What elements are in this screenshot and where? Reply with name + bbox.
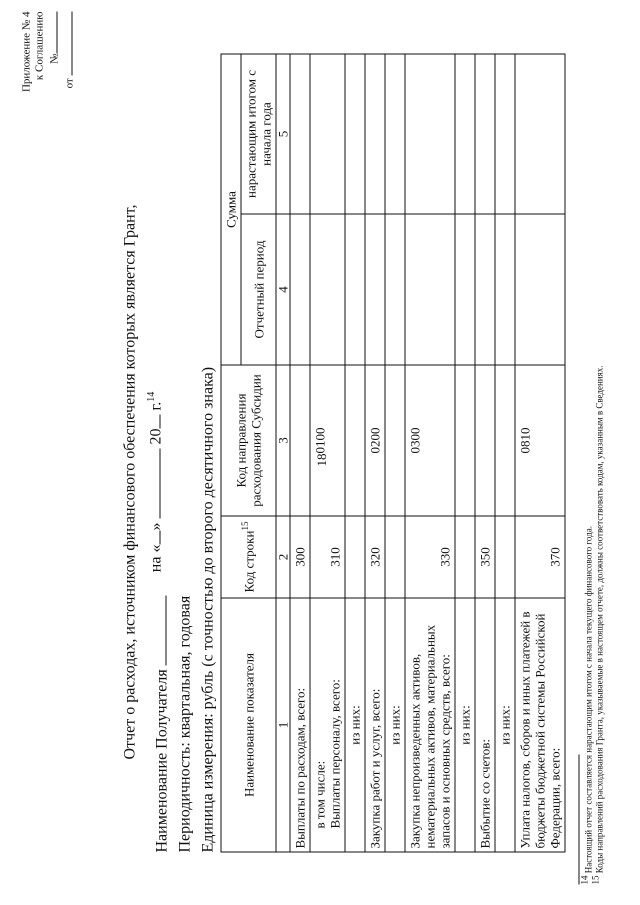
row-direction — [455, 365, 475, 516]
date-year-suffix: г. — [147, 401, 164, 411]
expense-report-table — [220, 54, 565, 853]
row-name: Выбытие со счетов: — [475, 598, 495, 852]
table-row-310-sub — [345, 54, 365, 852]
row-code: 330 — [405, 516, 455, 598]
footnote-15-text: Коды направлений расходования Гранта, указываемые в настоящем отчете, должны соответствовать кодам, указанным в Сведениях. — [594, 365, 604, 874]
header-sum: Сумма — [221, 54, 241, 365]
appendix-number-blank — [46, 12, 57, 54]
table-row-330 — [405, 54, 455, 852]
date-year-prefix: 20 — [147, 428, 164, 445]
header-cumulative: нарастающим итогом с начала года — [241, 54, 276, 214]
row-name: Уплата налогов, сборов и иных платежей в бюджеты бюджетной системы Российской Федерации, всего: — [515, 598, 565, 852]
footnote-14 — [579, 25, 594, 885]
periodicity-line: Периодичность: квартальная, годовая — [176, 595, 193, 853]
row-period-cell[interactable] — [345, 214, 365, 365]
row-period-cell[interactable] — [515, 214, 565, 365]
row-direction: 0100 — [310, 365, 345, 516]
row-sub-label: из них: — [345, 598, 365, 852]
row-sub-label: из них: — [495, 598, 515, 852]
row-direction — [290, 365, 310, 516]
date-footnote-ref: 14 — [145, 391, 157, 402]
table-row-320-sub — [385, 54, 405, 852]
row-code: 320 — [365, 516, 385, 598]
col-number: 5 — [276, 54, 290, 214]
footnote-15 — [590, 25, 605, 885]
col-number: 1 — [276, 598, 290, 852]
appendix-number-line — [46, 12, 61, 132]
table-row-300 — [290, 54, 310, 852]
row-period-cell[interactable] — [475, 214, 495, 365]
row-direction — [345, 365, 365, 516]
row-name: Закупка работ и услуг, всего: — [365, 598, 385, 852]
header-name: Наименование показателя — [221, 598, 276, 852]
row-cumulative-cell[interactable] — [385, 54, 405, 214]
row-name: Закупка непроизведенных активов, нематериальных активов, материальных запасов и основных средств, всего: — [405, 598, 455, 852]
report-meta — [150, 367, 219, 853]
col-number: 2 — [276, 516, 290, 598]
table-row-330-sub — [455, 54, 475, 852]
row-direction — [475, 365, 495, 516]
col-number: 3 — [276, 365, 290, 516]
header-code-footnote: 15 — [239, 521, 250, 531]
row-cumulative-cell[interactable] — [345, 54, 365, 214]
row-period-cell[interactable] — [290, 214, 310, 365]
header-code-label: Код строки — [240, 530, 256, 593]
column-numbers-row — [276, 54, 290, 852]
row-code — [455, 516, 475, 598]
date-prefix: на « — [147, 544, 164, 573]
row-period-cell[interactable] — [405, 214, 455, 365]
row-code: 310 — [310, 516, 345, 598]
row-period-cell[interactable] — [495, 214, 515, 365]
appendix-from-label: от — [63, 78, 75, 89]
row-cumulative-cell[interactable] — [495, 54, 515, 214]
row-name — [310, 598, 345, 852]
row-code: 350 — [475, 516, 495, 598]
date-mid: » — [147, 522, 164, 531]
row-period-cell[interactable] — [455, 214, 475, 365]
row-cumulative-cell[interactable] — [310, 54, 345, 214]
page-number: 18 — [314, 453, 329, 467]
footnote-14-number: 14 — [579, 875, 589, 885]
row-cumulative-cell[interactable] — [515, 54, 565, 214]
header-code — [221, 516, 276, 598]
table-row-320 — [365, 54, 385, 852]
row-code: 300 — [290, 516, 310, 598]
row-direction: 0200 — [365, 365, 385, 516]
row-direction: 0300 — [405, 365, 455, 516]
table-row-350 — [475, 54, 495, 852]
appendix-line-2: к Соглашению — [33, 11, 45, 81]
table-row-310 — [310, 54, 345, 852]
table-row-370 — [515, 54, 565, 852]
row-period-cell[interactable] — [310, 214, 345, 365]
row-cumulative-cell[interactable] — [475, 54, 495, 214]
row-code — [495, 516, 515, 598]
col-number: 4 — [276, 214, 290, 365]
row-name-main: Выплаты персоналу, всего: — [327, 679, 342, 829]
recipient-line — [150, 367, 173, 853]
appendix-date-line — [61, 12, 76, 132]
footnote-divider — [578, 755, 579, 885]
row-direction: 0810 — [515, 365, 565, 516]
recipient-blank — [151, 595, 166, 665]
appendix-block — [20, 12, 76, 132]
row-name: Выплаты по расходам, всего: — [290, 598, 310, 852]
footnote-14-text: Настоящий отчет составляется нарастающим итогом с начала текущего финансового года. — [583, 526, 593, 874]
row-cumulative-cell[interactable] — [455, 54, 475, 214]
row-sub-label: из них: — [455, 598, 475, 852]
appendix-line-1: Приложение № 4 — [20, 11, 32, 93]
row-code — [385, 516, 405, 598]
table-header-row — [221, 54, 241, 852]
row-direction — [495, 365, 515, 516]
appendix-number-label: № — [48, 53, 60, 64]
row-cumulative-cell[interactable] — [405, 54, 455, 214]
row-period-cell[interactable] — [365, 214, 385, 365]
row-code: 370 — [515, 516, 565, 598]
appendix-date-blank — [61, 12, 72, 76]
unit-line: Единица измерения: рубль (с точностью до второго десятичного знака) — [199, 366, 216, 853]
row-period-cell[interactable] — [385, 214, 405, 365]
row-cumulative-cell[interactable] — [365, 54, 385, 214]
header-direction: Код направления расходования Субсидии — [221, 365, 276, 516]
table-row-350-sub — [495, 54, 515, 852]
report-title: Отчет о расходах, источником финансового обеспечения которых является Грант, — [121, 204, 138, 760]
row-name-intro: в том числе: — [312, 760, 327, 829]
header-period: Отчетный период — [241, 214, 276, 365]
recipient-label: Наименование Получателя — [153, 669, 170, 853]
row-cumulative-cell[interactable] — [290, 54, 310, 214]
footnote-15-number: 15 — [590, 875, 600, 885]
row-code — [345, 516, 365, 598]
row-direction — [385, 365, 405, 516]
footnotes — [579, 25, 605, 885]
row-sub-label: из них: — [385, 598, 405, 852]
